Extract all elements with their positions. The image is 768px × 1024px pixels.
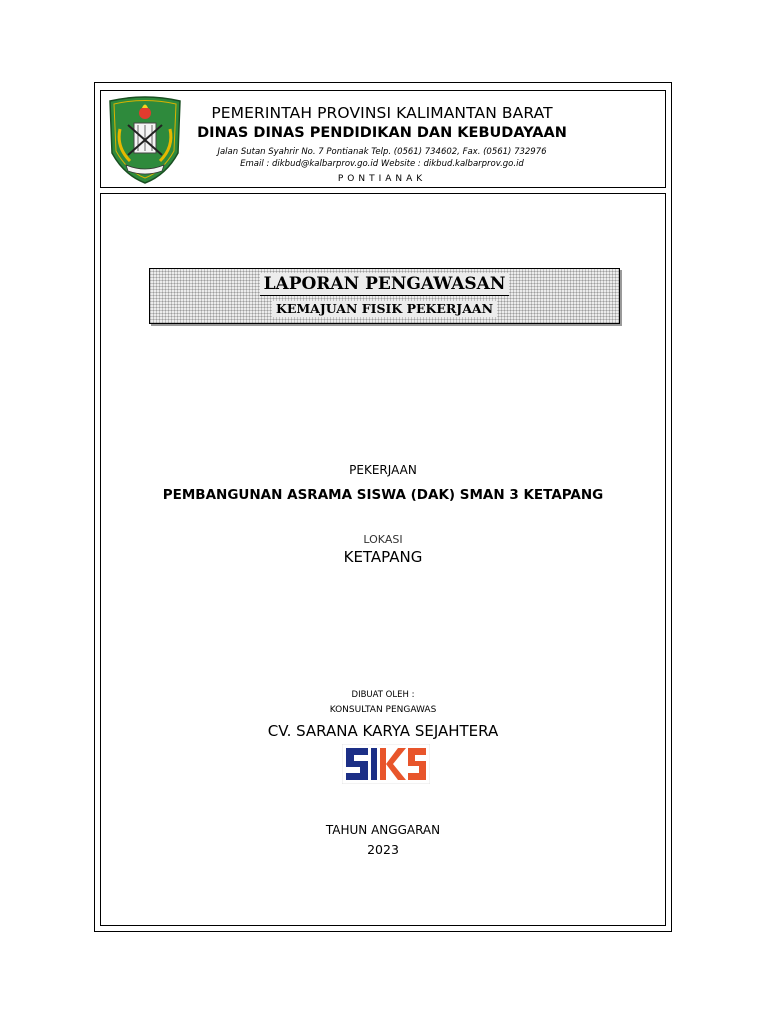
government-name: PEMERINTAH PROVINSI KALIMANTAN BARAT — [211, 104, 553, 122]
kalimantan-barat-coat-of-arms-icon — [106, 95, 184, 185]
prepared-by-label: DIBUAT OLEH : — [351, 690, 415, 700]
location-label: LOKASI — [363, 533, 403, 546]
siks-logo-icon — [342, 744, 430, 784]
letterhead-text — [190, 104, 574, 184]
location-name: KETAPANG — [343, 548, 423, 566]
consultant-role: KONSULTAN PENGAWAS — [329, 705, 437, 715]
report-subtitle: KEMAJUAN FISIK PEKERJAAN — [272, 301, 497, 317]
report-title-box — [149, 268, 620, 324]
fiscal-year-label: TAHUN ANGGARAN — [325, 823, 441, 837]
agency-city: PONTIANAK — [337, 174, 427, 184]
agency-address: Jalan Sutan Syahrir No. 7 Pontianak Telp. (0561) 734602, Fax. (0561) 732976 — [217, 147, 547, 157]
report-title: LAPORAN PENGAWASAN — [260, 273, 510, 296]
project-name: PEMBANGUNAN ASRAMA SISWA (DAK) SMAN 3 KETAPANG — [162, 487, 604, 503]
agency-name: DINAS DINAS PENDIDIKAN DAN KEBUDAYAAN — [197, 125, 567, 141]
fiscal-year: 2023 — [367, 842, 399, 857]
consultant-firm-name: CV. SARANA KARYA SEJAHTERA — [267, 722, 499, 740]
project-label: PEKERJAAN — [349, 463, 417, 477]
agency-contact: Email : dikbud@kalbarprov.go.id Website : dikbud.kalbarprov.go.id — [240, 159, 524, 169]
